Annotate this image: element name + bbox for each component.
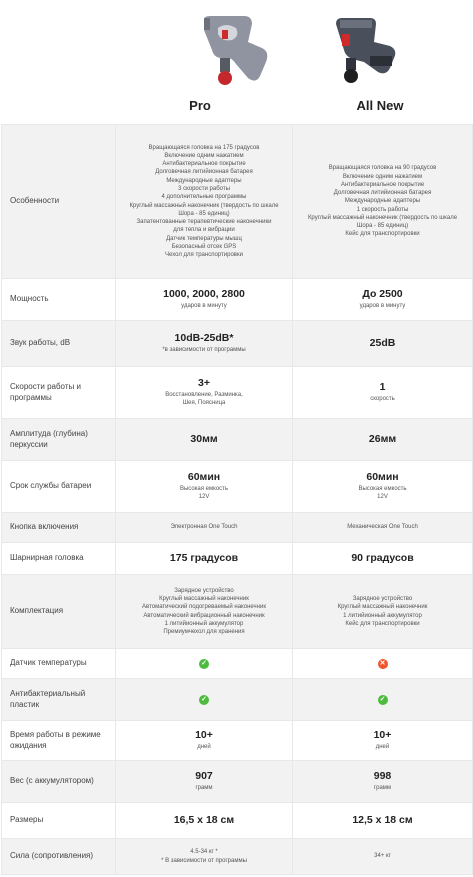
row-button bbox=[2, 513, 473, 543]
value-sub: Высокая емкость bbox=[179, 485, 229, 492]
row-speeds bbox=[2, 367, 473, 419]
new-head bbox=[293, 543, 473, 575]
value-main: До 2500 bbox=[362, 288, 403, 301]
value-main: 90 градусов bbox=[351, 551, 414, 564]
pro-battery bbox=[116, 461, 293, 513]
pro-force bbox=[116, 839, 293, 875]
list-item: Долговечная литийионная батарея bbox=[155, 169, 253, 176]
pro-weight bbox=[116, 761, 293, 803]
list-item: Кейс для транспортировки bbox=[345, 620, 420, 627]
list-item: Датчик температуры мышц bbox=[166, 235, 242, 242]
value-main: 25dB bbox=[369, 336, 396, 349]
check-icon: ✓ bbox=[199, 659, 209, 669]
list-item: Круглый массажный наконечник bbox=[159, 595, 249, 602]
value-sub: * В зависимости от программы bbox=[161, 857, 247, 864]
check-icon: ✓ bbox=[199, 695, 209, 705]
value-sub: дней bbox=[197, 744, 211, 751]
pro-sound bbox=[116, 321, 293, 367]
list-item: Включение одним нажатием bbox=[164, 152, 244, 159]
row-label: Срок службы батареи bbox=[2, 461, 116, 513]
row-label: Антибактериальный пластик bbox=[2, 679, 116, 721]
new-weight bbox=[293, 761, 473, 803]
pro-amplitude bbox=[116, 419, 293, 461]
new-sound bbox=[293, 321, 473, 367]
value-main: 907 bbox=[195, 770, 213, 783]
value-main: 998 bbox=[373, 770, 392, 783]
list-item: 1 литийионный аккумулятор bbox=[343, 612, 422, 619]
pro-features-list bbox=[116, 125, 293, 279]
list-item: Зарядное устройство bbox=[174, 587, 234, 594]
row-standby bbox=[2, 721, 473, 761]
pro-head bbox=[116, 543, 293, 575]
value-sub: 12V bbox=[198, 494, 210, 501]
list-item: Вращающаяся головка на 175 градусов bbox=[148, 144, 260, 151]
value-main: 12,5 x 18 см bbox=[352, 813, 413, 826]
list-item: Антибактериальное покрытие bbox=[162, 161, 246, 168]
value-sub: 12V bbox=[377, 494, 388, 501]
list-item: Антибактериальное покрытие bbox=[340, 181, 425, 188]
comparison-table bbox=[1, 124, 473, 875]
list-item: Премиумчехол для хранения bbox=[163, 629, 245, 636]
cross-icon: ✕ bbox=[378, 659, 388, 669]
product-images bbox=[0, 0, 473, 90]
list-item: для тепла и вибрации bbox=[173, 227, 235, 234]
list-item: Шора - 85 единиц) bbox=[178, 210, 230, 217]
value-main: 60мин bbox=[366, 471, 399, 484]
new-standby bbox=[293, 721, 473, 761]
new-features-list bbox=[293, 125, 473, 279]
row-label: Вес (с аккумулятором) bbox=[2, 761, 116, 803]
pro-kit-list bbox=[116, 575, 293, 649]
new-battery bbox=[293, 461, 473, 513]
column-header-all-new: All New bbox=[356, 98, 404, 113]
value-main: 10dB-25dB* bbox=[174, 332, 234, 345]
value-main: 10+ bbox=[195, 729, 213, 742]
list-item: Зарядное устройство bbox=[352, 595, 413, 602]
list-item: Круглый массажный наконечник (твердость по шкале bbox=[307, 214, 458, 221]
value-sub: Механическая One Touch bbox=[347, 524, 418, 531]
value-sub: дней bbox=[375, 744, 390, 751]
list-item: 1 литийионный аккумулятор bbox=[164, 620, 244, 627]
row-label: Скорости работы и программы bbox=[2, 367, 116, 419]
value-sub: Шея, Поясница bbox=[182, 400, 226, 407]
list-item: Круглый массажный наконечник (твердость по шкале bbox=[129, 202, 279, 209]
row-tempsensor bbox=[2, 649, 473, 679]
value-main: 26мм bbox=[368, 432, 397, 445]
row-label: Особенности bbox=[2, 125, 116, 279]
list-item: 1 скорость работы bbox=[356, 206, 409, 213]
all-new-massage-gun-image bbox=[330, 14, 400, 86]
pro-power bbox=[116, 279, 293, 321]
pro-standby bbox=[116, 721, 293, 761]
value-main: 3+ bbox=[198, 377, 210, 390]
new-amplitude bbox=[293, 419, 473, 461]
list-item: Запатентованные терапевтические наконечники bbox=[136, 219, 272, 226]
value-sub: ударов в минуту bbox=[181, 303, 227, 310]
row-features bbox=[2, 125, 473, 279]
new-kit-list bbox=[293, 575, 473, 649]
new-force bbox=[293, 839, 473, 875]
value-sub: Восстановление, Разминка, bbox=[165, 391, 243, 398]
row-force bbox=[2, 839, 473, 875]
row-label: Мощность bbox=[2, 279, 116, 321]
value-sub: Электронная One Touch bbox=[170, 524, 238, 531]
list-item: 4 дополнительные программы bbox=[161, 194, 247, 201]
pro-size bbox=[116, 803, 293, 839]
pro-button bbox=[116, 513, 293, 543]
list-item: Вращающаяся головка на 90 градусов bbox=[328, 165, 437, 172]
row-kit bbox=[2, 575, 473, 649]
value-sub: 4.5-34 кг * bbox=[190, 849, 218, 856]
row-head bbox=[2, 543, 473, 575]
column-header-pro: Pro bbox=[189, 98, 211, 113]
row-battery bbox=[2, 461, 473, 513]
new-button bbox=[293, 513, 473, 543]
row-label: Время работы в режиме ожидания bbox=[2, 721, 116, 761]
pro-speeds bbox=[116, 367, 293, 419]
row-power bbox=[2, 279, 473, 321]
row-label: Звук работы, dB bbox=[2, 321, 116, 367]
new-tempsensor bbox=[293, 649, 473, 679]
value-main: 175 градусов bbox=[169, 551, 239, 564]
list-item: Включение одним нажатием bbox=[342, 173, 423, 180]
pro-tempsensor bbox=[116, 649, 293, 679]
row-label: Датчик температуры bbox=[2, 649, 116, 679]
new-speeds bbox=[293, 367, 473, 419]
new-power bbox=[293, 279, 473, 321]
list-item: Чехол для транспортировки bbox=[165, 252, 243, 259]
new-size bbox=[293, 803, 473, 839]
list-item: Круглый массажный наконечник bbox=[337, 604, 428, 611]
list-item: 3 скорости работы bbox=[178, 185, 230, 192]
pro-antibac bbox=[116, 679, 293, 721]
row-label: Комплектация bbox=[2, 575, 116, 649]
list-item: Международные адаптеры bbox=[344, 198, 421, 205]
row-label: Размеры bbox=[2, 803, 116, 839]
value-sub: Высокая емкость bbox=[358, 485, 407, 492]
pro-massage-gun-image bbox=[200, 14, 270, 86]
row-amplitude bbox=[2, 419, 473, 461]
value-main: 1000, 2000, 2800 bbox=[163, 288, 245, 301]
value-main: 30мм bbox=[190, 432, 218, 445]
value-sub: *в зависимости от программы bbox=[162, 347, 246, 354]
row-label: Сила (сопротивления) bbox=[2, 839, 116, 875]
value-sub: 34+ кг bbox=[374, 853, 391, 860]
value-main: 1 bbox=[379, 381, 386, 394]
new-antibac bbox=[293, 679, 473, 721]
list-item: Безопасный отсек GPS bbox=[171, 243, 237, 250]
row-antibac bbox=[2, 679, 473, 721]
value-sub: грамм bbox=[195, 785, 213, 792]
check-icon: ✓ bbox=[378, 695, 388, 705]
value-main: 10+ bbox=[373, 729, 392, 742]
list-item: Международные адаптеры bbox=[166, 177, 242, 184]
row-label: Кнопка включения bbox=[2, 513, 116, 543]
value-sub: ударов в минуту bbox=[359, 303, 406, 310]
row-size bbox=[2, 803, 473, 839]
list-item: Кейс для транспортировки bbox=[345, 231, 420, 238]
list-item: Долговечная литийионная батарея bbox=[333, 190, 432, 197]
row-label: Шарнирная головка bbox=[2, 543, 116, 575]
list-item: Автоматический вибрационный наконечник bbox=[143, 612, 265, 619]
value-sub: скорость bbox=[370, 396, 395, 403]
value-main: 60мин bbox=[187, 471, 221, 484]
row-weight bbox=[2, 761, 473, 803]
value-main: 16,5 x 18 см bbox=[173, 813, 235, 826]
row-sound bbox=[2, 321, 473, 367]
row-label: Амплитуда (глубина) перкуссии bbox=[2, 419, 116, 461]
list-item: Шора - 85 единиц) bbox=[356, 223, 409, 230]
list-item: Автоматический подогреваемый наконечник bbox=[142, 604, 266, 611]
value-sub: грамм bbox=[373, 785, 392, 792]
